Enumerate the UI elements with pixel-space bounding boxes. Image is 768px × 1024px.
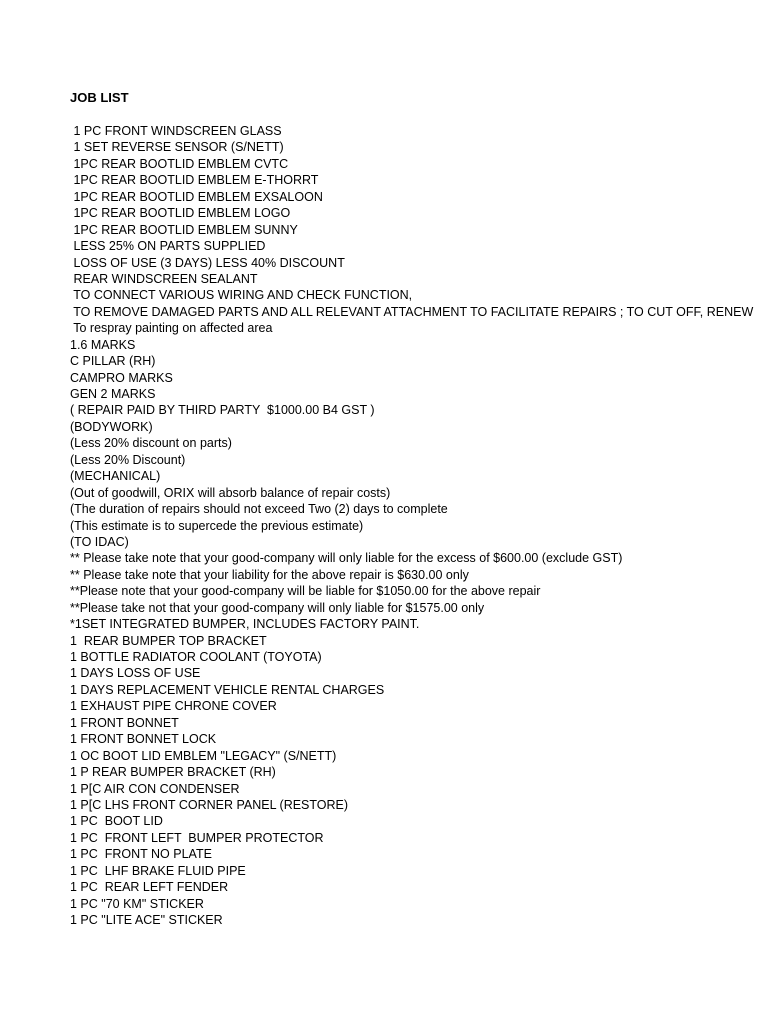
list-item: To respray painting on affected area: [70, 321, 273, 336]
list-item: (MECHANICAL): [70, 469, 161, 484]
list-item: 1 PC "LITE ACE" STICKER: [70, 913, 223, 927]
list-item: TO CONNECT VARIOUS WIRING AND CHECK FUNCTION,: [70, 288, 413, 303]
list-item: 1 PC REAR LEFT FENDER: [70, 880, 229, 895]
list-item: CAMPRO MARKS: [70, 370, 173, 385]
list-item: 1 PC FRONT NO PLATE: [70, 847, 212, 862]
list-item: 1 PC LHF BRAKE FLUID PIPE: [70, 863, 246, 878]
list-item: 1 REAR BUMPER TOP BRACKET: [70, 633, 267, 648]
list-item: *1SET INTEGRATED BUMPER, INCLUDES FACTORY PAINT.: [70, 617, 420, 632]
list-item: (Less 20% Discount): [70, 452, 186, 467]
list-item: LOSS OF USE (3 DAYS) LESS 40% DISCOUNT: [70, 255, 345, 270]
list-item: REAR WINDSCREEN SEALANT: [70, 271, 258, 286]
list-item: (This estimate is to supercede the previous estimate): [70, 518, 364, 533]
list-item: 1 P REAR BUMPER BRACKET (RH): [70, 765, 276, 780]
list-item: 1 P[C AIR CON CONDENSER: [70, 781, 240, 796]
list-item: 1 FRONT BONNET: [70, 715, 179, 730]
list-item: 1PC REAR BOOTLID EMBLEM EXSALOON: [70, 189, 323, 204]
list-item: 1 PC FRONT WINDSCREEN GLASS: [70, 124, 282, 138]
list-item: (BODYWORK): [70, 419, 153, 434]
list-item: C PILLAR (RH): [70, 354, 156, 369]
job-list: [70, 123, 753, 928]
list-item: **Please note that your good-company will be liable for $1050.00 for the above repair: [70, 584, 541, 599]
list-item: 1PC REAR BOOTLID EMBLEM E-THORRT: [70, 173, 319, 188]
list-item: ** Please take note that your liability for the above repair is $630.00 only: [70, 567, 469, 582]
list-item: 1 EXHAUST PIPE CHRONE COVER: [70, 699, 277, 714]
list-item: 1 P[C LHS FRONT CORNER PANEL (RESTORE): [70, 797, 349, 812]
list-item: 1PC REAR BOOTLID EMBLEM CVTC: [70, 156, 289, 171]
list-item: 1PC REAR BOOTLID EMBLEM SUNNY: [70, 222, 298, 237]
list-item: 1 SET REVERSE SENSOR (S/NETT): [70, 140, 284, 155]
list-item: 1 OC BOOT LID EMBLEM "LEGACY" (S/NETT): [70, 748, 337, 763]
list-item: (Out of goodwill, ORIX will absorb balance of repair costs): [70, 485, 391, 500]
list-item: 1 BOTTLE RADIATOR COOLANT (TOYOTA): [70, 650, 322, 664]
list-item: ** Please take note that your good-company will only liable for the excess of $600.00 (exclude GST): [70, 551, 623, 566]
list-item: 1 FRONT BONNET LOCK: [70, 732, 217, 747]
list-item: ( REPAIR PAID BY THIRD PARTY $1000.00 B4 GST ): [70, 403, 375, 418]
list-item: LESS 25% ON PARTS SUPPLIED: [70, 239, 266, 254]
list-item: **Please take not that your good-company will only liable for $1575.00 only: [70, 600, 485, 615]
list-item: 1PC REAR BOOTLID EMBLEM LOGO: [70, 206, 291, 221]
list-item: 1 PC FRONT LEFT BUMPER PROTECTOR: [70, 830, 324, 845]
list-item: GEN 2 MARKS: [70, 387, 156, 401]
list-item: 1 DAYS REPLACEMENT VEHICLE RENTAL CHARGES: [70, 682, 385, 697]
list-item: 1.6 MARKS: [70, 337, 136, 352]
page-title: JOB LIST: [70, 90, 129, 105]
list-item: (TO IDAC): [70, 534, 129, 549]
list-item: 1 PC BOOT LID: [70, 814, 163, 829]
list-item: TO REMOVE DAMAGED PARTS AND ALL RELEVANT ATTACHMENT TO FACILITATE REPAIRS ; TO CUT OFF, RENEW: [70, 304, 754, 319]
list-item: 1 DAYS LOSS OF USE: [70, 666, 201, 681]
list-item: (The duration of repairs should not exceed Two (2) days to complete: [70, 502, 448, 517]
list-item: (Less 20% discount on parts): [70, 436, 232, 451]
list-item: 1 PC "70 KM" STICKER: [70, 896, 204, 911]
